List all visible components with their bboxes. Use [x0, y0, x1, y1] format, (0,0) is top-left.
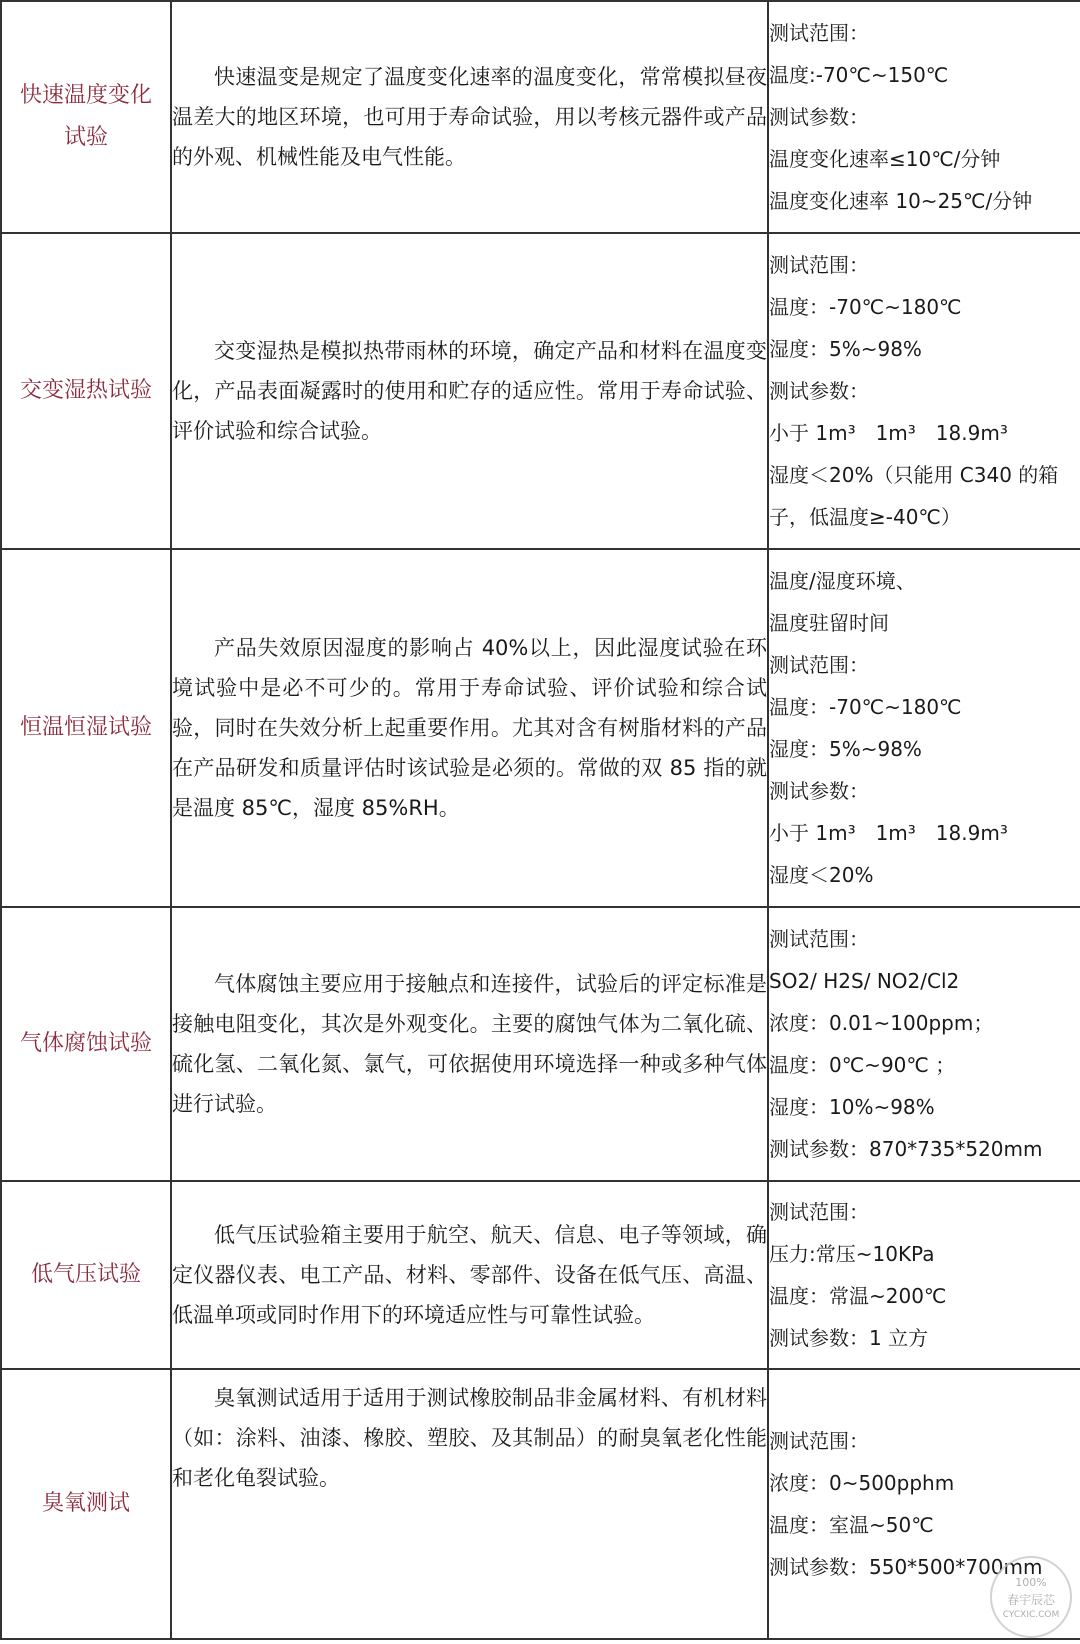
test-description-cell — [171, 907, 768, 1181]
param-line: 测试参数：870*735*520mm — [769, 1137, 1043, 1161]
test-description-cell — [171, 1181, 768, 1369]
test-name-cell — [1, 549, 171, 907]
test-description-cell — [171, 1, 768, 233]
param-line: 温度变化速率≤10℃/分钟 — [769, 147, 1001, 171]
test-name-line: 试验 — [63, 125, 108, 150]
test-description: 低气压试验箱主要用于航空、航天、信息、电子等领域，确定仪器仪表、电工产品、材料、零部件、设备在低气压、高温、低温单项或同时作用下的环境适应性与可靠性试验。 — [172, 1223, 767, 1327]
test-description: 产品失效原因湿度的影响占 40%以上，因此湿度试验在环境试验中是必不可少的。常用于寿命试验、评价试验和综合试验，同时在失效分析上起重要作用。尤其对含有树脂材料的产品在产品研发和质量评估时该试验是必须的。常做的双 85 指的就是温度 85℃，湿度 85%RH。 — [172, 636, 767, 820]
table-row — [1, 1181, 1080, 1369]
param-line: 浓度：0~500pphm — [769, 1471, 955, 1495]
param-line: 测试参数：550*500*700mm — [769, 1555, 1043, 1579]
param-line: 湿度：5%~98% — [769, 737, 922, 761]
watermark-bottom: CYCXIC.COM — [1002, 1610, 1060, 1620]
test-description-cell — [171, 1369, 768, 1639]
param-line: 温度变化速率 10~25℃/分钟 — [769, 189, 1033, 213]
watermark-seal — [990, 1556, 1072, 1638]
param-line: 子，低温度≥-40℃） — [769, 505, 961, 529]
param-line: 小于 1m³ 1m³ 18.9m³ — [769, 421, 1008, 445]
table-row — [1, 1, 1080, 233]
param-line: 测试范围： — [769, 21, 869, 45]
test-description: 交变湿热是模拟热带雨林的环境，确定产品和材料在温度变化，产品表面凝露时的使用和贮存的适应性。常用于寿命试验、评价试验和综合试验。 — [172, 339, 767, 443]
test-name-cell — [1, 233, 171, 549]
param-line: 温度驻留时间 — [769, 611, 889, 635]
table-row — [1, 233, 1080, 549]
param-line: 温度：-70℃~180℃ — [769, 295, 962, 319]
test-description-cell — [171, 549, 768, 907]
param-line: 温度：0℃~90℃ ； — [769, 1053, 956, 1077]
param-line: 温度/湿度环境、 — [769, 569, 916, 593]
table-row — [1, 1369, 1080, 1639]
param-line: 测试参数：1 立方 — [769, 1326, 929, 1350]
test-description: 快速温变是规定了温度变化速率的温度变化，常常模拟昼夜温差大的地区环境，也可用于寿命试验，用以考核元器件或产品的外观、机械性能及电气性能。 — [172, 65, 767, 169]
test-name-line: 交变湿热试验 — [19, 378, 152, 403]
param-line: 测试范围： — [769, 1429, 869, 1453]
watermark-middle: 春宇辰芯 — [1006, 1593, 1055, 1607]
test-name-cell — [1, 1369, 171, 1639]
test-name-cell — [1, 1, 171, 233]
param-line: 测试范围： — [769, 653, 869, 677]
table-row — [1, 907, 1080, 1181]
test-name-cell — [1, 907, 171, 1181]
test-params-cell — [768, 549, 1080, 907]
param-line: 浓度：0.01~100ppm； — [769, 1011, 994, 1035]
param-line: 温度:-70℃~150℃ — [769, 63, 949, 87]
param-line: 测试参数： — [769, 379, 869, 403]
param-line: 测试范围： — [769, 927, 869, 951]
param-line: 测试参数： — [769, 779, 869, 803]
test-description-cell — [171, 233, 768, 549]
param-line: SO2/ H2S/ NO2/Cl2 — [769, 969, 960, 993]
param-line: 温度：-70℃~180℃ — [769, 695, 962, 719]
param-line: 温度：室温~50℃ — [769, 1513, 934, 1537]
test-name-cell — [1, 1181, 171, 1369]
param-line: 湿度＜20%（只能用 C340 的箱 — [769, 463, 1059, 487]
param-line: 测试范围： — [769, 1200, 869, 1224]
param-line: 小于 1m³ 1m³ 18.9m³ — [769, 821, 1008, 845]
test-params-cell — [768, 1181, 1080, 1369]
test-params-cell — [768, 907, 1080, 1181]
test-name-line: 气体腐蚀试验 — [19, 1031, 152, 1056]
param-line: 温度：常温~200℃ — [769, 1284, 947, 1308]
test-name-line: 快速温度变化 — [19, 83, 152, 108]
param-line: 测试范围： — [769, 253, 869, 277]
test-params-cell — [768, 233, 1080, 549]
test-description: 臭氧测试适用于适用于测试橡胶制品非金属材料、有机材料（如：涂料、油漆、橡胶、塑胶、及其制品）的耐臭氧老化性能和老化龟裂试验。 — [172, 1386, 767, 1490]
watermark-top: 100% — [1015, 1576, 1047, 1589]
test-params-cell — [768, 1, 1080, 233]
test-name-line: 低气压试验 — [30, 1262, 141, 1287]
param-line: 压力:常压~10KPa — [769, 1242, 935, 1266]
table-row — [1, 549, 1080, 907]
param-line: 湿度＜20% — [769, 863, 874, 887]
test-name-line: 臭氧测试 — [41, 1491, 130, 1516]
param-line: 测试参数： — [769, 105, 869, 129]
test-description: 气体腐蚀主要应用于接触点和连接件，试验后的评定标准是接触电阻变化，其次是外观变化。主要的腐蚀气体为二氧化硫、硫化氢、二氧化氮、氯气，可依据使用环境选择一种或多种气体进行试验。 — [172, 972, 767, 1116]
test-name-line: 恒温恒湿试验 — [19, 715, 152, 740]
param-line: 湿度：10%~98% — [769, 1095, 935, 1119]
param-line: 湿度：5%~98% — [769, 337, 922, 361]
